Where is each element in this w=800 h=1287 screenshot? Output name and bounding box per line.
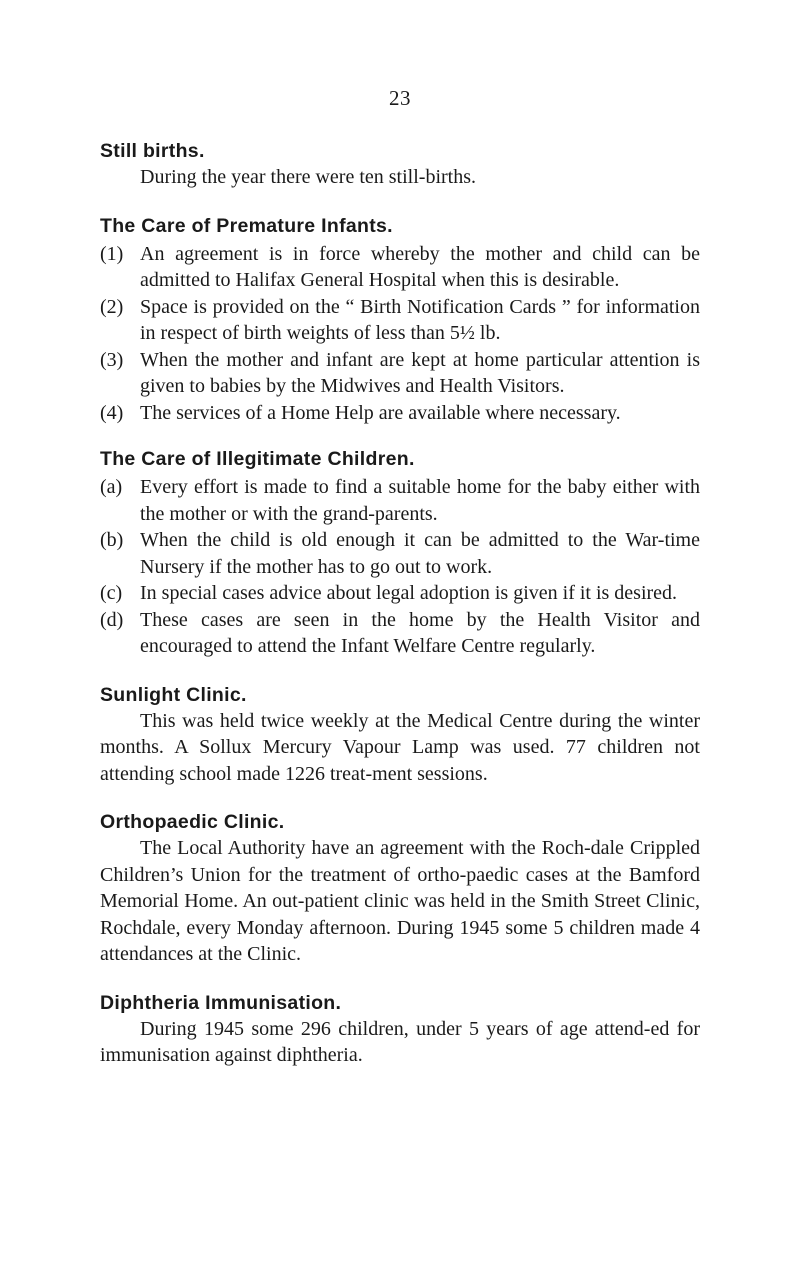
list-item-text: The services of a Home Help are available where necessary. [140, 401, 621, 424]
section-premature-infants [100, 213, 700, 427]
list-marker: (a) [100, 476, 123, 498]
section-heading: The Care of Illegitimate Children. [100, 448, 415, 470]
list-item [100, 347, 700, 400]
list-marker: (1) [100, 242, 124, 265]
list-marker: (d) [100, 608, 124, 631]
section-orthopaedic-clinic [100, 809, 700, 968]
section-heading: The Care of Premature Infants. [100, 214, 393, 237]
list-item [100, 400, 700, 427]
list-marker: (b) [100, 529, 124, 551]
numbered-list [100, 241, 700, 427]
list-item-text: An agreement is in force whereby the mother and child can be admitted to Halifax General Hospital when this is desirable. [140, 242, 700, 291]
list-item-text: Every effort is made to find a suitable home for the baby either with the mother or with the grand-parents. [140, 476, 700, 525]
section-illegitimate-children [100, 446, 700, 660]
list-marker: (2) [100, 295, 124, 318]
page-number: 23 [389, 86, 411, 110]
list-item [100, 474, 700, 527]
section-heading: Still births. [100, 140, 205, 162]
list-item-text: When the child is old enough it can be admitted to the War-time Nursery if the mother has to go out to work. [140, 529, 700, 578]
list-item [100, 580, 700, 607]
list-item [100, 241, 700, 294]
list-marker: (3) [100, 348, 124, 371]
list-item [100, 607, 700, 660]
section-paragraph: During the year there were ten still-births. [140, 166, 476, 188]
list-item-text: When the mother and infant are kept at home particular attention is given to babies by the Midwives and Health Visitors. [140, 348, 700, 397]
list-item [100, 294, 700, 347]
section-paragraph: During 1945 some 296 children, under 5 years of age attend-ed for immunisation against diphtheria. [100, 1017, 700, 1066]
section-heading: Orthopaedic Clinic. [100, 811, 285, 833]
document-body [100, 138, 700, 1090]
section-diphtheria-immunisation [100, 990, 700, 1069]
list-marker: (c) [100, 582, 123, 604]
list-item-text: Space is provided on the “ Birth Notification Cards ” for information in respect of birth weights of less than 5½ lb. [140, 295, 700, 344]
section-paragraph: This was held twice weekly at the Medical Centre during the winter months. A Sollux Mercury Vapour Lamp was used. 77 children not attending school made 1226 treat-ment sessions. [100, 709, 700, 785]
section-sunlight-clinic [100, 682, 700, 788]
section-heading: Diphtheria Immunisation. [100, 991, 342, 1014]
list-marker: (4) [100, 401, 124, 424]
section-still-births [100, 138, 700, 191]
section-heading: Sunlight Clinic. [100, 683, 247, 706]
section-paragraph: The Local Authority have an agreement with the Roch-dale Crippled Children’s Union for the treatment of ortho-paedic cases at the Bamford Memorial Home. An out-patient clinic was held in the Smith Street Clinic, Rochdale, every Monday afternoon. During 1945 some 5 children made 4 attendances at the Clinic. [100, 837, 700, 965]
list-item-text: In special cases advice about legal adoption is given if it is desired. [140, 582, 678, 604]
lettered-list [100, 474, 700, 660]
list-item [100, 527, 700, 580]
list-item-text: These cases are seen in the home by the Health Visitor and encouraged to attend the Infant Welfare Centre regularly. [140, 608, 700, 657]
